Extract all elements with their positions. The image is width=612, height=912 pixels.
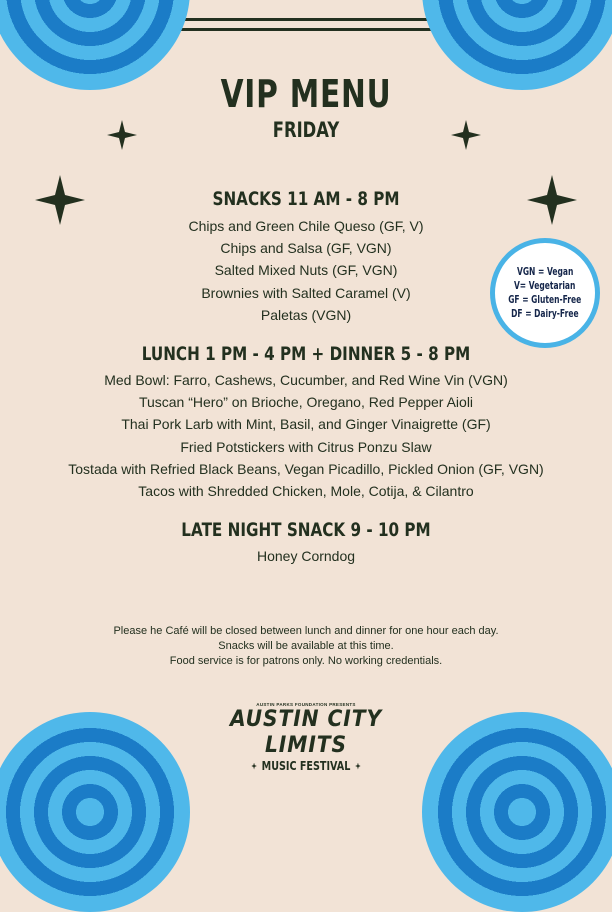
- menu-item: Thai Pork Larb with Mint, Basil, and Ginger Vinaigrette (GF): [121, 416, 491, 433]
- menu-item: Tuscan “Hero” on Brioche, Oregano, Red Pepper Aioli: [138, 394, 474, 411]
- menu-item: Brownies with Salted Caramel (V): [201, 284, 411, 301]
- logo-main-text: AUSTIN CITY LIMITS: [229, 707, 383, 758]
- legend-entry: GF = Gluten-Free: [508, 294, 582, 306]
- menu-item: Paletas (VGN): [260, 306, 352, 323]
- menu-item: Chips and Salsa (GF, VGN): [220, 240, 392, 257]
- menu-item: Salted Mixed Nuts (GF, VGN): [214, 262, 398, 279]
- logo-presents-text: AUSTIN PARKS FOUNDATION PRESENTS: [256, 702, 356, 707]
- page-title: VIP MENU: [220, 72, 392, 116]
- footer-notes: [0, 624, 612, 669]
- circle-decoration-bottom-left: [0, 712, 190, 912]
- menu-item: Med Bowl: Farro, Cashews, Cucumber, and Red Wine Vin (VGN): [104, 372, 508, 388]
- menu-item: Tacos with Shredded Chicken, Mole, Cotija, & Cilantro: [138, 483, 474, 500]
- menu-item: Honey Corndog: [256, 548, 356, 564]
- legend-entry: V= Vegetarian: [514, 280, 576, 292]
- day-subtitle: FRIDAY: [272, 118, 340, 142]
- festival-logo: [186, 702, 426, 773]
- logo-subline: [210, 759, 402, 773]
- note-line: Please he Café will be closed between lunch and dinner for one hour each day.: [113, 625, 499, 637]
- note-line: Snacks will be available at this time.: [218, 640, 394, 652]
- section-heading-lunch-dinner: LUNCH 1 PM - 4 PM + DINNER 5 - 8 PM: [141, 343, 471, 365]
- menu-item: Tostada with Refried Black Beans, Vegan Picadillo, Pickled Onion (GF, VGN): [68, 460, 544, 477]
- logo-sub-text: MUSIC FESTIVAL: [261, 759, 351, 773]
- dietary-legend-badge: [490, 238, 600, 348]
- late-night-list: [0, 545, 612, 567]
- legend-entry: DF = Dairy-Free: [511, 308, 579, 320]
- lunch-dinner-list: [0, 369, 612, 502]
- sparkle-icon: [355, 763, 361, 770]
- section-heading-snacks: SNACKS 11 AM - 8 PM: [212, 188, 400, 210]
- legend-entry: VGN = Vegan: [516, 266, 574, 278]
- menu-item: Chips and Green Chile Queso (GF, V): [188, 218, 424, 234]
- circle-decoration-bottom-right: [422, 712, 612, 912]
- sparkle-icon: [251, 763, 257, 770]
- note-line: Food service is for patrons only. No working credentials.: [169, 655, 443, 667]
- section-heading-late-night: LATE NIGHT SNACK 9 - 10 PM: [181, 519, 431, 541]
- menu-item: Fried Potstickers with Citrus Ponzu Slaw: [180, 438, 432, 455]
